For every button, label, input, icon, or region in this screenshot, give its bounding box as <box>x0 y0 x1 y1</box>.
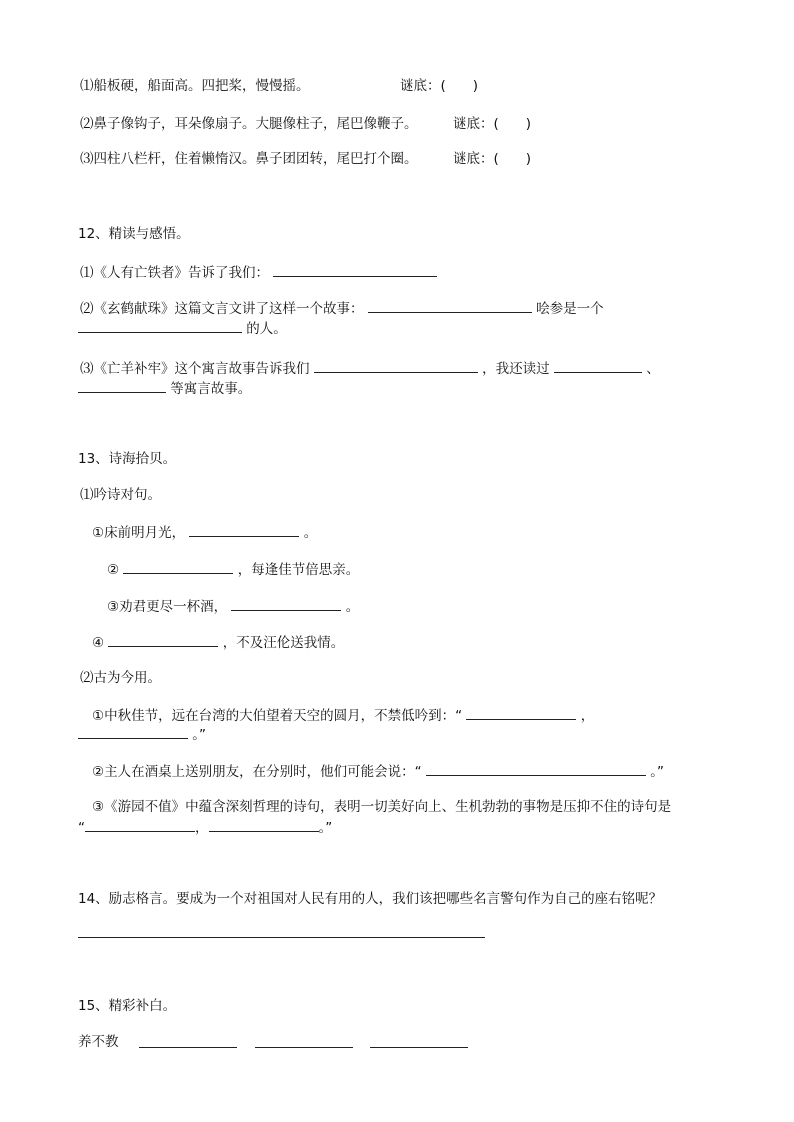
open-quote: “ <box>78 820 85 836</box>
q12-item2-text-c: 的人。 <box>246 321 287 337</box>
q12-item3-text-c: 、 <box>646 361 660 377</box>
answer-blank[interactable] <box>78 378 166 393</box>
answer-blank[interactable] <box>231 596 341 611</box>
answer-blank[interactable] <box>123 559 233 574</box>
riddle-3-answer: 谜底：( ) <box>453 151 532 167</box>
q13-poem-4-text: ，不及汪伦送我情。 <box>222 635 345 651</box>
q12-item3-text-d: 等寓言故事。 <box>170 381 252 397</box>
q12-item2 <box>80 298 604 318</box>
riddle-2-answer: 谜底：( ) <box>453 116 532 132</box>
q13-sub1: ⑴吟诗对句。 <box>80 487 161 503</box>
q13-poem-2-text: ，每逢佳节倍思亲。 <box>237 562 360 578</box>
period-quote: 。” <box>650 764 664 780</box>
q12-item3-text-b: ，我还读过 <box>482 361 550 377</box>
answer-blank[interactable] <box>255 1047 353 1048</box>
period: 。 <box>345 599 360 615</box>
answer-blank[interactable] <box>108 632 218 647</box>
answer-blank[interactable] <box>139 1047 237 1048</box>
riddle-1-answer: 谜底：( ) <box>400 78 479 94</box>
q12-item1 <box>80 262 437 282</box>
q13-sub2: ⑵古为今用。 <box>80 670 161 686</box>
q12-item1-text: ⑴《人有亡铁者》告诉了我们： <box>80 265 269 281</box>
comma: ， <box>195 820 209 836</box>
q13-use-3 <box>92 798 671 816</box>
q13-poem-2 <box>107 559 359 579</box>
answer-blank[interactable] <box>368 298 532 313</box>
q13-poem-3-text: ③劝君更尽一杯酒， <box>107 599 228 615</box>
q12-item3 <box>80 358 660 378</box>
riddle-1 <box>80 77 310 95</box>
answer-blank[interactable] <box>273 262 437 277</box>
q14-title: 14、励志格言。要成为一个对祖国对人民有用的人，我们该把哪些名言警句作为自己的座右铭呢？ <box>78 891 663 907</box>
q13-poem-4-num: ④ <box>92 635 105 651</box>
comma: ， <box>580 708 595 724</box>
q12-item3-text: ⑶《亡羊补牢》这个寓言故事告诉我们 <box>80 361 310 377</box>
riddle-2 <box>80 115 418 133</box>
riddle-2-text: ⑵鼻子像钩子，耳朵像扇子。大腿像柱子，尾巴像鞭子。 <box>80 116 418 132</box>
q13-poem-2-num: ② <box>107 562 120 578</box>
answer-blank[interactable] <box>189 522 299 537</box>
q13-use-1-text: ①中秋佳节，远在台湾的大伯望着天空的圆月，不禁低吟到：“ <box>92 708 463 724</box>
q13-poem-3 <box>107 596 359 616</box>
answer-line[interactable] <box>78 937 485 938</box>
q13-use-2-text: ②主人在酒桌上送别朋友，在分别时，他们可能会说：“ <box>92 764 422 780</box>
period-quote: 。” <box>192 727 207 743</box>
q12-title: 12、精读与感悟。 <box>78 226 190 242</box>
answer-blank[interactable] <box>314 358 478 373</box>
period-quote: 。” <box>318 820 333 836</box>
answer-blank[interactable] <box>370 1047 468 1048</box>
q15-item <box>78 1033 119 1051</box>
q13-use-1-line2 <box>78 724 206 744</box>
answer-blank[interactable] <box>85 817 195 832</box>
q13-use-1 <box>92 705 594 725</box>
q13-title: 13、诗海拾贝。 <box>78 451 177 467</box>
q12-item2-text: ⑵《玄鹤献珠》这篇文言文讲了这样一个故事： <box>80 301 364 317</box>
riddle-3-text: ⑶四柱八栏杆，住着懒惰汉。鼻子团团转，尾巴打个圈。 <box>80 151 418 167</box>
answer-blank[interactable] <box>554 358 642 373</box>
q12-item2-text-b: 哙参是一个 <box>536 301 604 317</box>
q13-poem-1 <box>92 522 317 542</box>
answer-blank[interactable] <box>209 817 319 832</box>
q15-phrase: 养不教 <box>78 1034 119 1050</box>
q13-use-2 <box>92 761 664 781</box>
riddle-3 <box>80 150 418 168</box>
answer-blank[interactable] <box>78 318 242 333</box>
answer-blank[interactable] <box>466 705 576 720</box>
q13-poem-4 <box>92 632 344 652</box>
q12-item3-line2 <box>78 378 251 398</box>
answer-blank[interactable] <box>426 761 646 776</box>
q13-poem-1-text: ①床前明月光， <box>92 525 186 541</box>
q13-use-3-line2 <box>78 817 332 837</box>
q15-title: 15、精彩补白。 <box>78 998 177 1014</box>
q13-use-3-text: ③《游园不值》中蕴含深刻哲理的诗句，表明一切美好向上、生机勃勃的事物是压抑不住的诗句是 <box>92 799 672 815</box>
period: 。 <box>303 525 318 541</box>
riddle-1-text: ⑴船板硬，船面高。四把桨，慢慢摇。 <box>80 78 310 94</box>
answer-blank[interactable] <box>78 724 188 739</box>
q12-item2-line2 <box>78 318 287 338</box>
